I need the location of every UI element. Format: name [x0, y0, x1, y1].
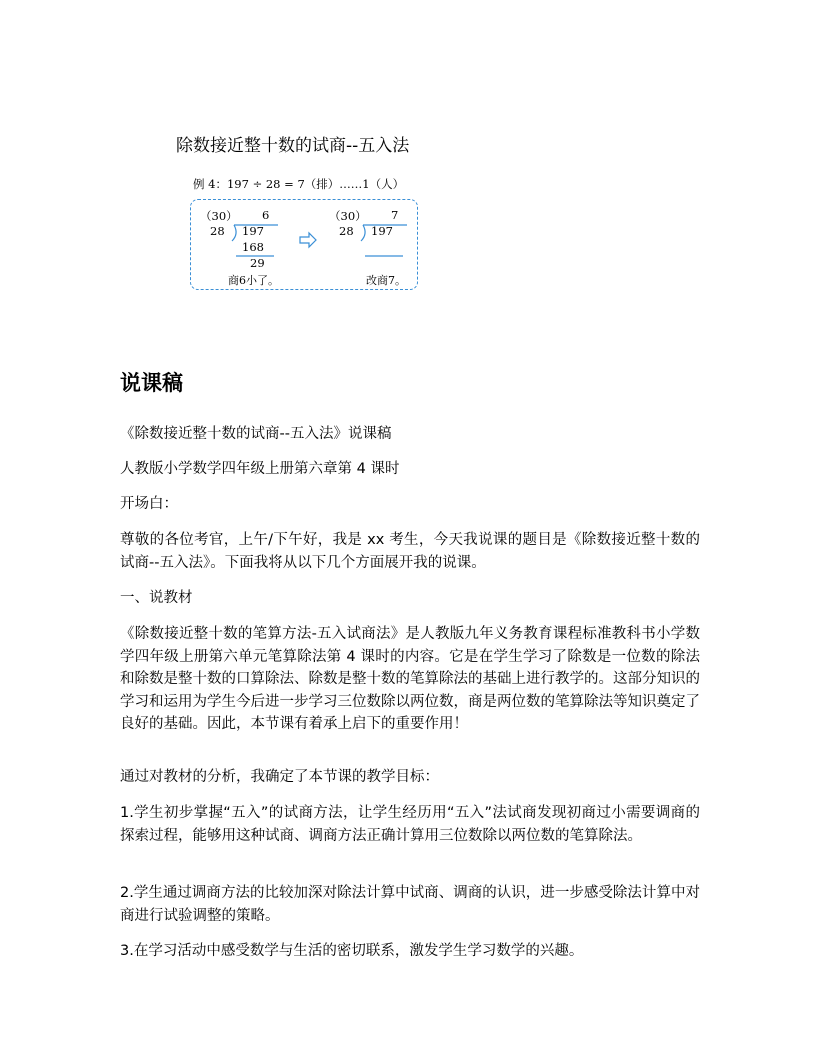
paragraph-greeting: 尊敬的各位考官，上午/下午好，我是 xx 考生，今天我说课的题目是《除数接近整十数的试商--五入法》。下面我将从以下几个方面展开我的说课。 — [120, 532, 700, 571]
paragraph-doc-title: 《除数接近整十数的试商--五入法》说课稿 — [120, 426, 392, 442]
example-header: 例 4：197 ÷ 28 = 7（排）……1（人） — [193, 177, 405, 191]
paragraph-opening: 开场白： — [120, 496, 178, 512]
page-title: 除数接近整十数的试商--五入法 — [176, 136, 410, 156]
right-quotient: 7 — [391, 208, 399, 222]
left-product: 168 — [242, 240, 264, 254]
left-quotient: 6 — [262, 208, 270, 222]
left-divisor: 28 — [210, 224, 225, 238]
paragraph-goals-intro: 通过对教材的分析，我确定了本节课的教学目标： — [120, 769, 439, 785]
left-caption: 商6小了。 — [228, 274, 279, 287]
right-caption: 改商7。 — [366, 274, 406, 287]
left-remainder: 29 — [250, 256, 265, 270]
paragraph-goal-1: 1.学生初步掌握“五入”的试商方法，让学生经历用“五入”法试商发现初商过小需要调商的探索过程，能够用这种试商、调商方法正确计算用三位数除以两位数的笔算除法。 — [120, 805, 700, 844]
right-arrow-icon — [300, 233, 316, 247]
paragraph-course-info: 人教版小学数学四年级上册第六章第 4 课时 — [120, 461, 400, 477]
left-estimate: （30） — [200, 209, 238, 223]
division-lines — [190, 199, 430, 294]
paragraph-section-one: 一、说教材 — [120, 590, 193, 606]
right-dividend: 197 — [371, 224, 393, 238]
paragraph-textbook: 《除数接近整十数的笔算方法-五入试商法》是人教版九年义务教育课程标准教科书小学数学四年级上册第六单元笔算除法第 4 课时的内容。它是在学生学习了除数是一位数的除法和除数是整十数的口算除法、除数是整十数的笔算除法的基础上进行教学的。这部分知识的学习和运用为学生今后进一步学习三位数除以两位数，商是两位数的笔算除法等知识奠定了良好的基础。因此，本节课有着承上启下的重要作用！ — [120, 626, 700, 732]
section-heading: 说课稿 — [120, 371, 183, 395]
left-dividend: 197 — [242, 224, 264, 238]
right-divisor: 28 — [339, 224, 354, 238]
example-figure — [190, 176, 430, 296]
paragraph-goal-3: 3.在学习活动中感受数学与生活的密切联系，激发学生学习数学的兴趣。 — [120, 943, 584, 959]
paragraph-goal-2: 2.学生通过调商方法的比较加深对除法计算中试商、调商的认识，进一步感受除法计算中对商进行试验调整的策略。 — [120, 885, 700, 924]
right-estimate: （30） — [329, 209, 367, 223]
